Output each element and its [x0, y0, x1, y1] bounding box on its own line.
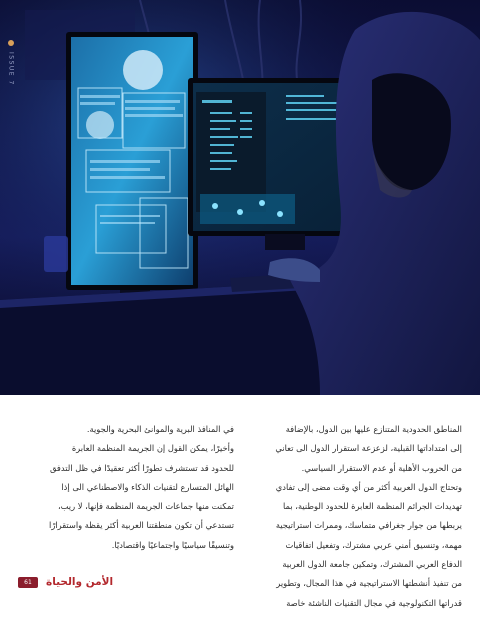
magazine-name: الأمن والحياة [46, 576, 114, 588]
text-line: الهائل المتسارع لتقنيات الذكاء والاصطناعي الى إذا [61, 481, 234, 492]
article-column-right [248, 420, 462, 613]
text-line: من الحروب الأهلية أو عدم الاستقرار السياسي. [301, 462, 462, 473]
side-issue-text: ISSUE 7 [7, 52, 15, 86]
left-monitor [66, 32, 198, 304]
text-line: مهمة، وتنسيق أمني عربي مشترك، وتفعيل اتفاقيات [285, 539, 462, 550]
text-line: تمكنت منها جماعات الجريمة المنظمة فإنها، لا ريب، [57, 501, 234, 512]
text-line: وتنسيقًا سياسيًا واجتماعيًا واقتصاديًا. [111, 539, 234, 550]
article-column-left [22, 420, 234, 555]
text-line: تستدعي أن تكون منطقتنا العربية أكثر يقظة واستقرارًا [49, 520, 234, 531]
side-issue-mark [4, 40, 18, 86]
magazine-logo-icon [8, 40, 14, 46]
text-line: المناطق الحدودية المتنازع عليها بين الدول، بالإضافة [285, 424, 462, 434]
text-line: تهديدات الجرائم المنظمة العابرة للحدود الوطنية، بما [283, 501, 462, 512]
text-line: وأخيرًا، يمكن القول إن الجريمة المنظمة العابرة [71, 443, 234, 454]
page-number-badge: 61 [18, 577, 38, 588]
text-line: للحدود قد تستشرف تطورًا أكثر تعقيدًا في ظل التدفق [50, 462, 234, 473]
text-line: إلى امتداداتها القبلية، لزعزعة استقرار الدول الى تعاني [275, 443, 462, 454]
text-line: قدراتها التكنولوجية في مجال التقنيات الناشئة خاصة [286, 597, 462, 608]
text-line: الدفاع العربي المشترك، وتمكين جامعة الدول العربية [282, 559, 462, 570]
page-footer [18, 574, 113, 590]
text-line: من تنفيذ أنشطتها الاستراتيجية في هذا المجال، وتطوير [276, 578, 462, 589]
text-line: في المنافذ البرية والموانئ البحرية والجوية. [86, 424, 234, 434]
text-line: وتحتاج الدول العربية أكثر من أي وقت مضى إلى تفادي [275, 481, 462, 492]
text-line: يربطها من جوار جغرافي متماسك، وممرات استراتيجية [275, 520, 462, 531]
